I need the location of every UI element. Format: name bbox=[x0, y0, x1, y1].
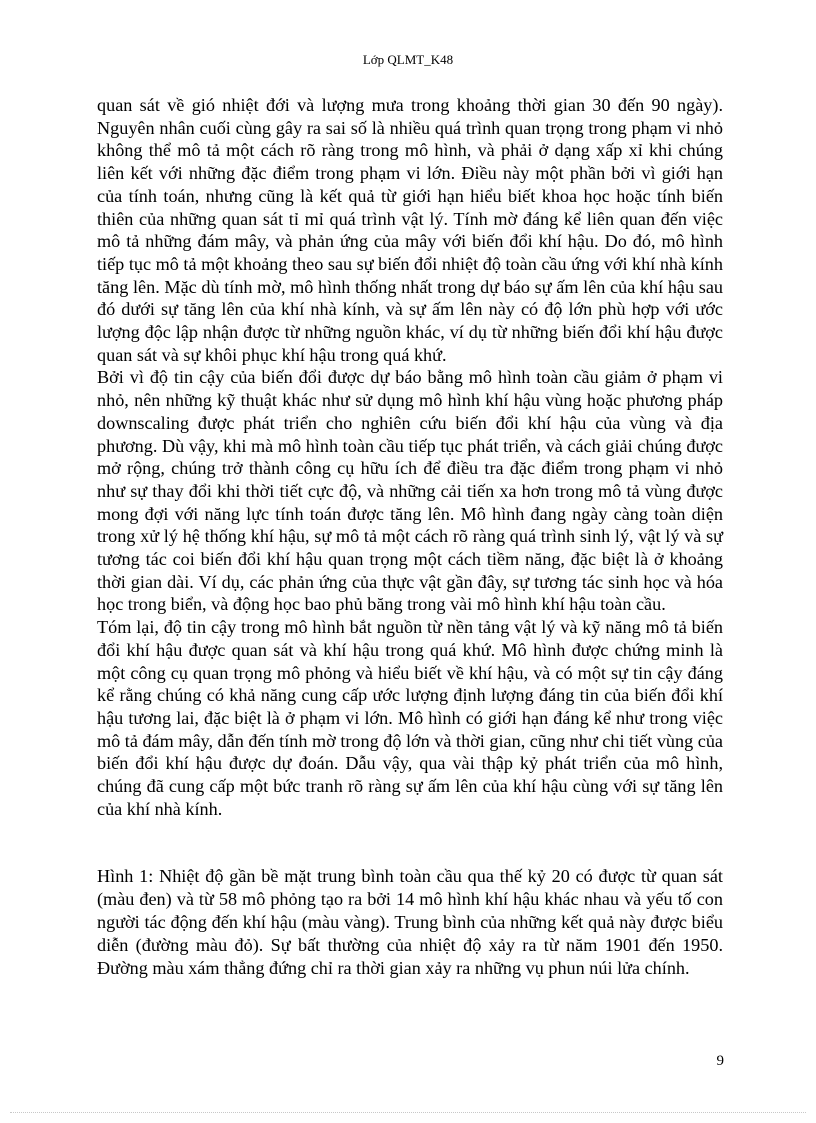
figure-caption: Hình 1: Nhiệt độ gần bề mặt trung bình toàn cầu qua thế kỷ 20 có được từ quan sát (màu đen) và từ 58 mô phỏng tạo ra bởi 14 mô hình khí hậu khác nhau và yếu tố con người tác động đến khí hậu (màu vàng). Trung bình của những kết quả này được biểu diễn (đường màu đỏ). Sự bất thường của nhiệt độ xảy ra từ năm 1901 đến 1950. Đường màu xám thẳng đứng chỉ ra thời gian xảy ra những vụ phun núi lửa chính. bbox=[97, 866, 723, 978]
paragraph-2: Bởi vì độ tin cậy của biến đổi được dự báo bằng mô hình toàn cầu giảm ở phạm vi nhỏ, nên những kỹ thuật khác như sử dụng mô hình khí hậu vùng hoặc phương pháp downscaling được phát triển cho nghiên cứu biến đổi khí hậu của vùng và địa phương. Dù vậy, khi mà mô hình toàn cầu tiếp tục phát triển, và cách giải chúng được mở rộng, chúng trở thành công cụ hữu ích để điều tra đặc điểm trong phạm vi nhỏ như sự thay đổi khi thời tiết cực độ, và những cải tiến xa hơn trong mô tả vùng được mong đợi với năng lực tính toán được tăng lên. Mô hình đang ngày càng toàn diện trong xử lý hệ thống khí hậu, sự mô tả một cách rõ ràng quá trình sinh lý, vật lý và sự tương tác coi biến đổi khí hậu quan trọng một cách tiềm năng, đặc biệt là ở khoảng thời gian dài. Ví dụ, các phản ứng của thực vật gần đây, sự tương tác sinh học và hóa học trong biển, và động học bao phủ băng trong vài mô hình khí hậu toàn cầu. bbox=[97, 367, 723, 615]
page-number: 9 bbox=[716, 1053, 724, 1069]
body-text bbox=[97, 94, 723, 821]
page-header: Lớp QLMT_K48 bbox=[362, 52, 454, 67]
paragraph-1: quan sát về gió nhiệt đới và lượng mưa trong khoảng thời gian 30 đến 90 ngày). Nguyên nhân cuối cùng gây ra sai số là nhiều quá trình quan trọng trong phạm vi nhỏ không thể mô tả một cách rõ ràng trong mô hình, và phải ở dạng xấp xỉ khi chúng liên kết với những đặc điểm trong phạm vi lớn. Điều này một phần bởi vì giới hạn của tính toán, nhưng cũng là kết quả từ giới hạn hiểu biết khoa học hoặc tính biến thiên của những quan sát tỉ mỉ quá trình vật lý. Tính mờ đáng kể liên quan đến việc mô tả những đám mây, và phản ứng của mây với biến đổi khí hậu. Do đó, mô hình tiếp tục mô tả một khoảng theo sau sự biến đổi nhiệt độ toàn cầu ứng với khí nhà kính tăng lên. Mặc dù tính mờ, mô hình thống nhất trong dự báo sự ấm lên của khí hậu sau đó dưới sự tăng lên của khí nhà kính, và sự ấm lên này có độ lớn phù hợp với ước lượng độc lập nhận được từ những nguồn khác, ví dụ từ những biến đổi khí hậu được quan sát và sự khôi phục khí hậu trong quá khứ. bbox=[97, 95, 723, 365]
page-bottom-border bbox=[10, 1112, 806, 1113]
paragraph-3: Tóm lại, độ tin cậy trong mô hình bắt nguồn từ nền tảng vật lý và kỹ năng mô tả biến đổi khí hậu được quan sát và khí hậu trong quá khứ. Mô hình được chứng minh là một công cụ quan trọng mô phỏng và hiểu biết về khí hậu, và có một sự tin cậy đáng kể rằng chúng có khả năng cung cấp ước lượng định lượng đáng tin của biến đổi khí hậu tương lai, đặc biệt là ở phạm vi lớn. Mô hình có giới hạn đáng kể như trong việc mô tả đám mây, dẫn đến tính mờ trong độ lớn và thời gian, cũng như chi tiết vùng của biến đổi khí hậu được dự đoán. Dẫu vậy, qua vài thập kỷ phát triển của mô hình, chúng đã cung cấp một bức tranh rõ ràng sự ấm lên của khí hậu cùng với sự tăng lên của khí nhà kính. bbox=[97, 617, 723, 819]
